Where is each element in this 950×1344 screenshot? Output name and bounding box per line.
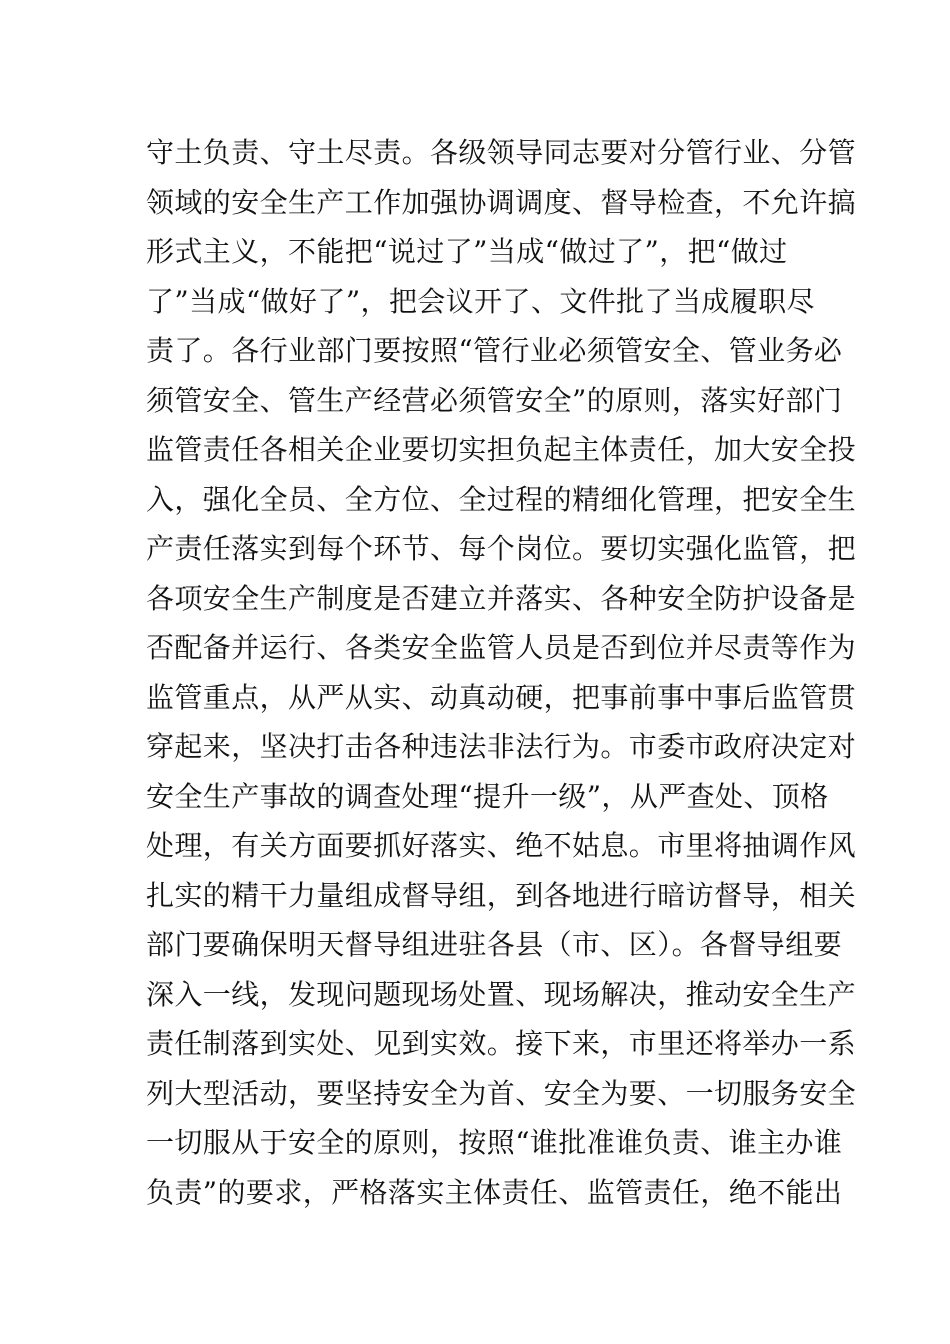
text-line: 部门要确保明天督导组进驻各县（市、区）。各督导组要 — [146, 928, 843, 961]
body-paragraph — [146, 128, 857, 1217]
text-line: 负责”的要求，严格落实主体责任、监管责任，绝不能出 — [146, 1175, 843, 1209]
text-line: 各项安全生产制度是否建立并落实、各种安全防护设备是 — [146, 581, 857, 615]
text-line: 安全生产事故的调查处理“提升一级”，从严查处、顶格 — [146, 779, 829, 813]
text-line: 穿起来，坚决打击各种违法非法行为。市委市政府决定对 — [146, 730, 857, 763]
text-line: 深入一线，发现问题现场处置、现场解决，推动安全生产 — [146, 977, 857, 1011]
text-line: 守土负责、守土尽责。各级领导同志要对分管行业、分管 — [146, 136, 857, 169]
text-line: 扎实的精干力量组成督导组，到各地进行暗访督导，相关 — [146, 878, 857, 912]
text-line: 监管责任各相关企业要切实担负起主体责任，加大安全投 — [146, 433, 857, 466]
text-line: 责任制落到实处、见到实效。接下来，市里还将举办一系 — [146, 1027, 857, 1060]
text-line: 监管重点，从严从实、动真动硬，把事前事中事后监管贯 — [146, 680, 857, 714]
text-line: 了”当成“做好了”，把会议开了、文件批了当成履职尽 — [146, 284, 815, 318]
text-line: 否配备并运行、各类安全监管人员是否到位并尽责等作为 — [146, 631, 857, 664]
text-line: 一切服从于安全的原则，按照“谁批准谁负责、谁主办谁 — [146, 1126, 843, 1159]
text-line: 责了。各行业部门要按照“管行业必须管安全、管业务必 — [146, 334, 843, 367]
text-line: 入，强化全员、全方位、全过程的精细化管理，把安全生 — [146, 482, 857, 516]
text-line: 列大型活动，要坚持安全为首、安全为要、一切服务安全 — [146, 1076, 857, 1110]
text-line: 领域的安全生产工作加强协调调度、督导检查，不允许搞 — [146, 185, 857, 219]
text-line: 处理，有关方面要抓好落实、绝不姑息。市里将抽调作风 — [146, 829, 857, 862]
text-line: 须管安全、管生产经营必须管安全”的原则，落实好部门 — [146, 383, 843, 417]
text-line: 产责任落实到每个环节、每个岗位。要切实强化监管，把 — [146, 532, 857, 565]
text-line: 形式主义，不能把“说过了”当成“做过了”，把“做过 — [146, 235, 788, 268]
